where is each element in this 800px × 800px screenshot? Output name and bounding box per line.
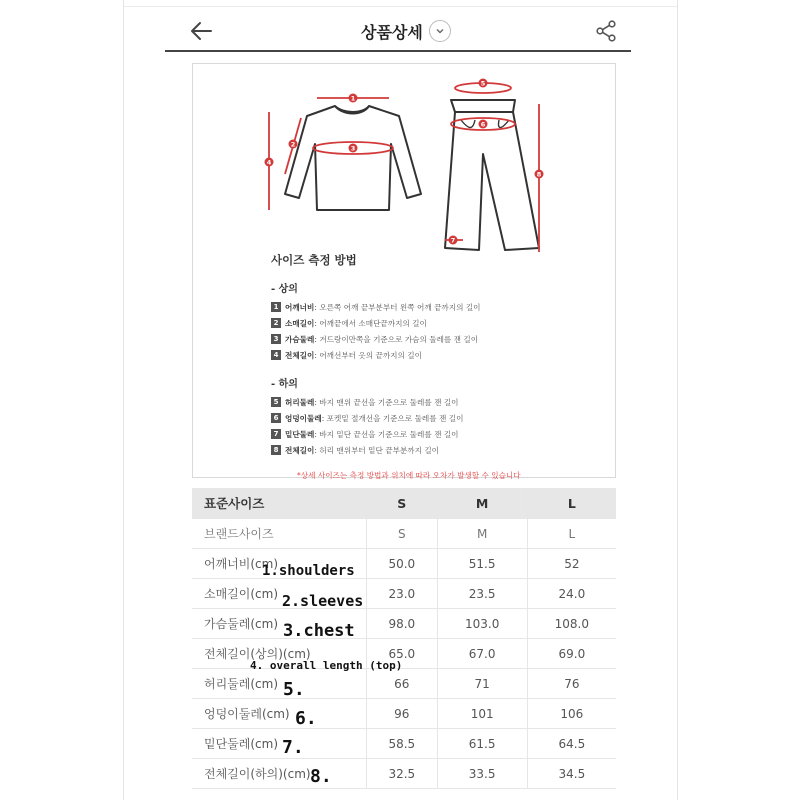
measure-badge-number: 6 [480,120,486,129]
row-label: 밑단둘레(cm) [192,729,367,759]
brand-size-l: L [527,519,616,549]
header-divider [165,50,631,52]
cell-l: 106 [527,699,616,729]
cell-s: 98.0 [367,609,438,639]
row-label: 허리둘레(cm) [192,669,367,699]
annotation-shoulders: 1.shoulders [262,563,355,579]
brand-size-m: M [437,519,527,549]
row-label: 가슴둘레(cm) [192,609,367,639]
measure-badge-number: 8 [536,170,542,179]
cell-s: 32.5 [367,759,438,789]
table-row [192,669,616,699]
top-section-label: - 상의 [271,284,298,295]
guide-item: 6 엉덩이둘레 : 포켓밑 절개선을 기준으로 둘레를 잰 길이 [271,410,571,426]
measure-badge-number: 1 [350,94,356,103]
brand-label: 브랜드사이즈 [192,519,367,549]
top-divider [124,6,677,7]
header-size-s: S [367,488,438,519]
cell-m: 101 [437,699,527,729]
table-row [192,609,616,639]
table-row [192,699,616,729]
cell-m: 71 [437,669,527,699]
page-title-dropdown[interactable] [361,18,451,44]
cell-l: 69.0 [527,639,616,669]
size-table [192,488,616,789]
measure-badge-number: 3 [350,144,356,153]
viewport-edge-right [677,0,678,800]
row-label: 소매길이(cm) [192,579,367,609]
cell-l: 52 [527,549,616,579]
measurement-guide [271,252,571,481]
row-label: 어깨너비(cm) [192,549,367,579]
cell-m: 51.5 [437,549,527,579]
brand-size-s: S [367,519,438,549]
annotation-sleeves: 2.sleeves [282,592,364,610]
cell-m: 33.5 [437,759,527,789]
table-row [192,549,616,579]
cell-s: 23.0 [367,579,438,609]
cell-s: 65.0 [367,639,438,669]
cell-l: 34.5 [527,759,616,789]
cell-s: 58.5 [367,729,438,759]
guide-title: 사이즈 측정 방법 [271,253,357,267]
cell-l: 64.5 [527,729,616,759]
guide-item: 3 가슴둘레 : 겨드랑이만쪽을 기준으로 가슴의 둘레를 잰 길이 [271,331,571,347]
guide-item: 4 전체길이 : 어깨선부터 옷의 끝까지의 길이 [271,347,571,363]
shirt-illustration [285,106,421,210]
annotation-7: 7. [282,737,304,758]
header-size-l: L [527,488,616,519]
back-arrow-icon[interactable] [189,18,215,44]
disclaimer-note: *상세 사이즈는 측정 방법과 위치에 따라 오차가 발생할 수 있습니다 [297,471,521,480]
cell-m: 67.0 [437,639,527,669]
cell-l: 108.0 [527,609,616,639]
share-icon[interactable] [593,18,619,44]
row-label: 전체길이(상의)(cm) [192,639,367,669]
size-guide-card [192,63,616,478]
cell-m: 23.5 [437,579,527,609]
table-row [192,579,616,609]
measure-badge-number: 4 [266,158,272,167]
viewport-edge-left [123,0,124,800]
annotation-8: 8. [310,766,332,787]
row-label: 엉덩이둘레(cm) [192,699,367,729]
cell-s: 50.0 [367,549,438,579]
guide-item: 1 어깨너비 : 오른쪽 어깨 끝부분부터 왼쪽 어깨 끝까지의 길이 [271,299,571,315]
guide-item: 5 허리둘레 : 바지 맨위 끝선을 기준으로 둘레를 잰 길이 [271,394,571,410]
pants-illustration [445,100,539,250]
app-header [165,12,631,52]
brand-size-row [192,519,616,549]
cell-s: 96 [367,699,438,729]
annotation-overall-length-top: 4. overall length (top) [250,659,403,672]
page-title: 상품상세 [361,22,423,42]
cell-m: 61.5 [437,729,527,759]
table-row [192,759,616,789]
cell-s: 66 [367,669,438,699]
annotation-5: 5. [283,679,305,700]
measure-badge-number: 7 [450,236,456,245]
measure-badge-number: 2 [290,140,296,149]
measure-badge-number: 5 [480,79,486,88]
table-row [192,729,616,759]
table-header-row [192,488,616,519]
row-label: 전체길이(하의)(cm) [192,759,367,789]
annotation-6: 6. [295,708,317,729]
guide-item: 2 소매길이 : 어깨끝에서 소매단끝까지의 길이 [271,315,571,331]
header-label: 표준사이즈 [192,488,367,519]
guide-item: 8 전체길이 : 허리 맨위부터 밑단 끝부분까지 길이 [271,442,571,458]
guide-item: 7 밑단둘레 : 바지 밑단 끝선을 기준으로 둘레를 잰 길이 [271,426,571,442]
chevron-down-icon [429,20,451,42]
header-size-m: M [437,488,527,519]
bottom-section-label: - 하의 [271,379,298,390]
annotation-chest: 3.chest [283,621,355,641]
cell-l: 24.0 [527,579,616,609]
cell-m: 103.0 [437,609,527,639]
cell-l: 76 [527,669,616,699]
